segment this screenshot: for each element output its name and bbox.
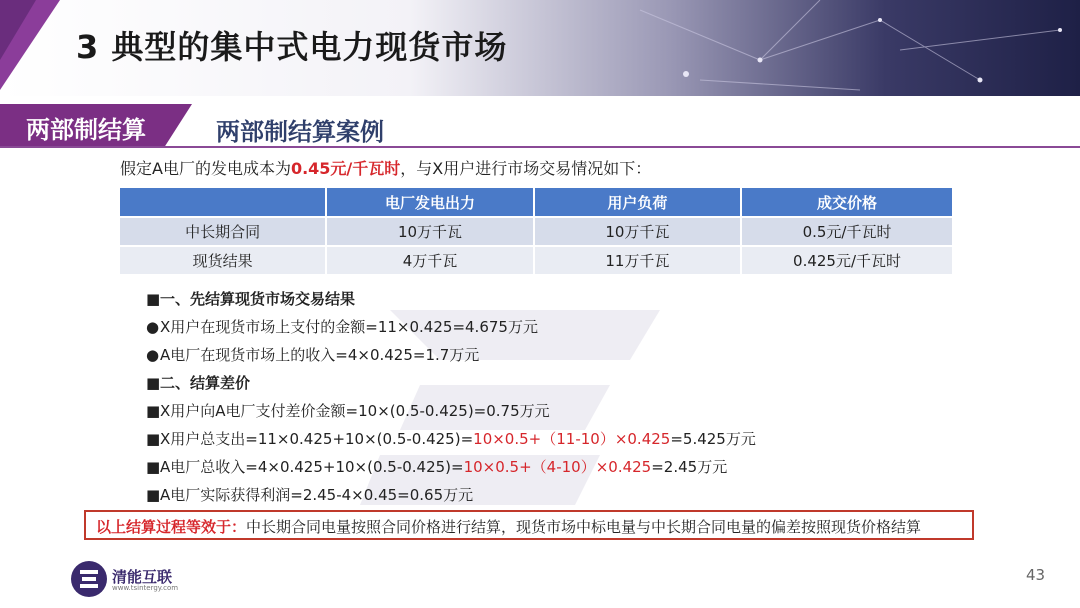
table-cell: 10万千瓦: [326, 217, 533, 246]
page-title: 3 典型的集中式电力现货市场: [76, 28, 508, 66]
trade-table: [118, 186, 954, 276]
step-heading: 二、结算差价: [160, 374, 251, 392]
step-text-highlight: 10×0.5+（11-10）×0.425: [473, 430, 671, 448]
step-text: A电厂实际获得利润=2.45-4×0.45=0.65万元: [160, 486, 474, 504]
table-header-cell: [119, 187, 326, 217]
table-header-cell: 用户负荷: [534, 187, 741, 217]
square-bullet-icon: ■: [146, 430, 161, 448]
intro-post: ，与X用户进行市场交易情况如下：: [400, 159, 652, 178]
step-text-highlight: 10×0.5+（4-10）×0.425: [463, 458, 652, 476]
step-text: A电厂在现货市场上的收入=4×0.425=1.7万元: [160, 346, 480, 364]
table-cell: 0.5元/千瓦时: [741, 217, 953, 246]
table-cell: 4万千瓦: [326, 246, 533, 275]
list-item: [146, 484, 473, 505]
step-text: X用户在现货市场上支付的金额=11×0.425=4.675万元: [160, 318, 538, 336]
square-bullet-icon: ■: [146, 486, 161, 504]
square-bullet-icon: ■: [146, 458, 161, 476]
table-cell: 现货结果: [119, 246, 326, 275]
step-text: X用户向A电厂支付差价金额=10×(0.5-0.425)=0.75万元: [160, 402, 550, 420]
list-item: [146, 400, 550, 421]
step-text: A电厂总收入=4×0.425+10×(0.5-0.425)=: [160, 458, 464, 476]
list-item: [146, 344, 479, 365]
table-header-cell: 电厂发电出力: [326, 187, 533, 217]
table-header-cell: 成交价格: [741, 187, 953, 217]
page-number: 43: [1026, 566, 1046, 584]
step-text: =2.45万元: [651, 458, 728, 476]
section-tab-label: 两部制结算: [26, 116, 146, 144]
step-text: =5.425万元: [670, 430, 756, 448]
list-item: [146, 372, 250, 393]
intro-highlight: 0.45元/千瓦时: [290, 159, 401, 178]
table-cell: 10万千瓦: [534, 217, 741, 246]
list-item: [146, 288, 355, 309]
section-subtitle: 两部制结算案例: [216, 118, 384, 146]
table-row: [119, 217, 953, 246]
dot-bullet-icon: ●: [146, 318, 160, 336]
dot-bullet-icon: ●: [146, 346, 160, 364]
step-heading: 一、先结算现货市场交易结果: [160, 290, 356, 308]
brand-logo-icon: [70, 560, 108, 598]
table-cell: 0.425元/千瓦时: [741, 246, 953, 275]
brand-url: www.tsintergy.com: [112, 584, 179, 592]
corner-accent-inner: [0, 0, 36, 60]
step-text: X用户总支出=11×0.425+10×(0.5-0.425)=: [160, 430, 474, 448]
list-item: [146, 316, 538, 337]
table-row: [119, 246, 953, 275]
square-bullet-icon: ■: [146, 290, 161, 308]
intro-text: [120, 156, 651, 179]
intro-pre: 假定A电厂的发电成本为: [120, 159, 291, 178]
list-item: [146, 428, 756, 449]
summary-label: 以上结算过程等效于：: [96, 518, 247, 536]
summary-body: 中长期合同电量按照合同价格进行结算，现货市场中标电量与中长期合同电量的偏差按照现货价格结算: [246, 518, 922, 536]
table-header-row: [119, 187, 953, 217]
list-item: [146, 456, 727, 477]
table-cell: 中长期合同: [119, 217, 326, 246]
table-cell: 11万千瓦: [534, 246, 741, 275]
summary-box: [84, 510, 974, 540]
summary-text: [96, 516, 921, 537]
square-bullet-icon: ■: [146, 374, 161, 392]
square-bullet-icon: ■: [146, 402, 161, 420]
section-divider: [0, 146, 1080, 148]
brand-name: 清能互联: [112, 568, 173, 586]
